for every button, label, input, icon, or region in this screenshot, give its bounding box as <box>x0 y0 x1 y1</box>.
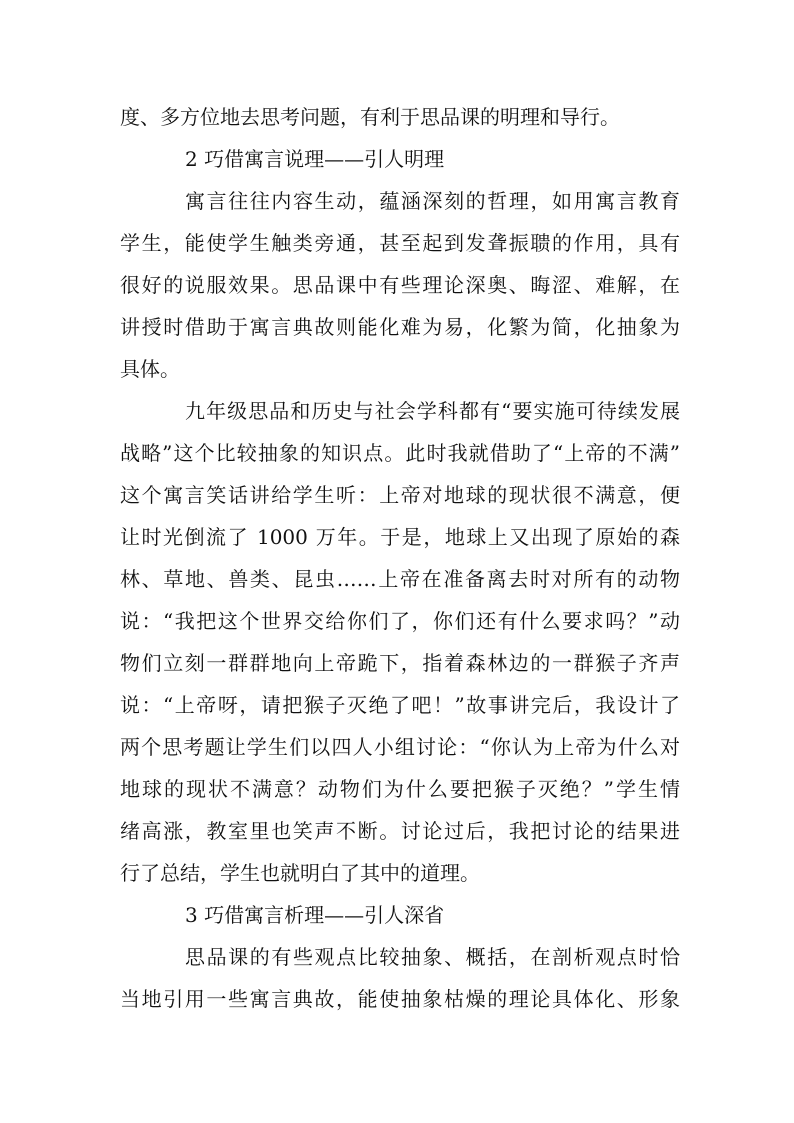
paragraph-line: 说：“我把这个世界交给你们了，你们还有什么要求吗？”动 <box>120 609 680 633</box>
paragraph-line: 战略”这个比较抽象的知识点。此时我就借助了“上帝的不满” <box>120 441 680 465</box>
paragraph-line: 讲授时借助于寓言典故则能化难为易，化繁为简，化抽象为 <box>120 315 680 339</box>
paragraph-line: 绪高涨，教室里也笑声不断。讨论过后，我把讨论的结果进 <box>120 819 680 843</box>
section-heading: 3 巧借寓言析理——引人深省 <box>185 903 445 927</box>
paragraph-line: 思品课的有些观点比较抽象、概括，在剖析观点时恰 <box>185 945 680 969</box>
paragraph-line: 说：“上帝呀，请把猴子灭绝了吧！”故事讲完后，我设计了 <box>120 693 680 717</box>
paragraph-line: 寓言往往内容生动，蕴涵深刻的哲理，如用寓言教育 <box>185 189 680 213</box>
paragraph-line: 行了总结，学生也就明白了其中的道理。 <box>120 861 480 885</box>
paragraph-line: 九年级思品和历史与社会学科都有“要实施可待续发展 <box>185 399 680 423</box>
paragraph-line: 物们立刻一群群地向上帝跪下，指着森林边的一群猴子齐声 <box>120 651 680 675</box>
paragraph-line: 让时光倒流了 1000 万年。于是，地球上又出现了原始的森 <box>120 525 680 549</box>
section-heading: 2 巧借寓言说理——引人明理 <box>185 147 445 171</box>
paragraph-line: 学生，能使学生触类旁通，甚至起到发聋振聩的作用，具有 <box>120 231 680 255</box>
paragraph-line: 林、草地、兽类、昆虫……上帝在准备离去时对所有的动物 <box>120 567 680 591</box>
paragraph-line: 当地引用一些寓言典故，能使抽象枯燥的理论具体化、形象 <box>120 987 680 1011</box>
paragraph-line: 这个寓言笑话讲给学生听：上帝对地球的现状很不满意，便 <box>120 483 680 507</box>
paragraph-line: 两个思考题让学生们以四人小组讨论：“你认为上帝为什么对 <box>120 735 680 759</box>
paragraph-line: 度、多方位地去思考问题，有利于思品课的明理和导行。 <box>120 105 620 129</box>
paragraph-line: 地球的现状不满意？动物们为什么要把猴子灭绝？”学生情 <box>120 777 680 801</box>
paragraph-line: 很好的说服效果。思品课中有些理论深奥、晦涩、难解，在 <box>120 273 680 297</box>
paragraph-line: 具体。 <box>120 357 180 381</box>
